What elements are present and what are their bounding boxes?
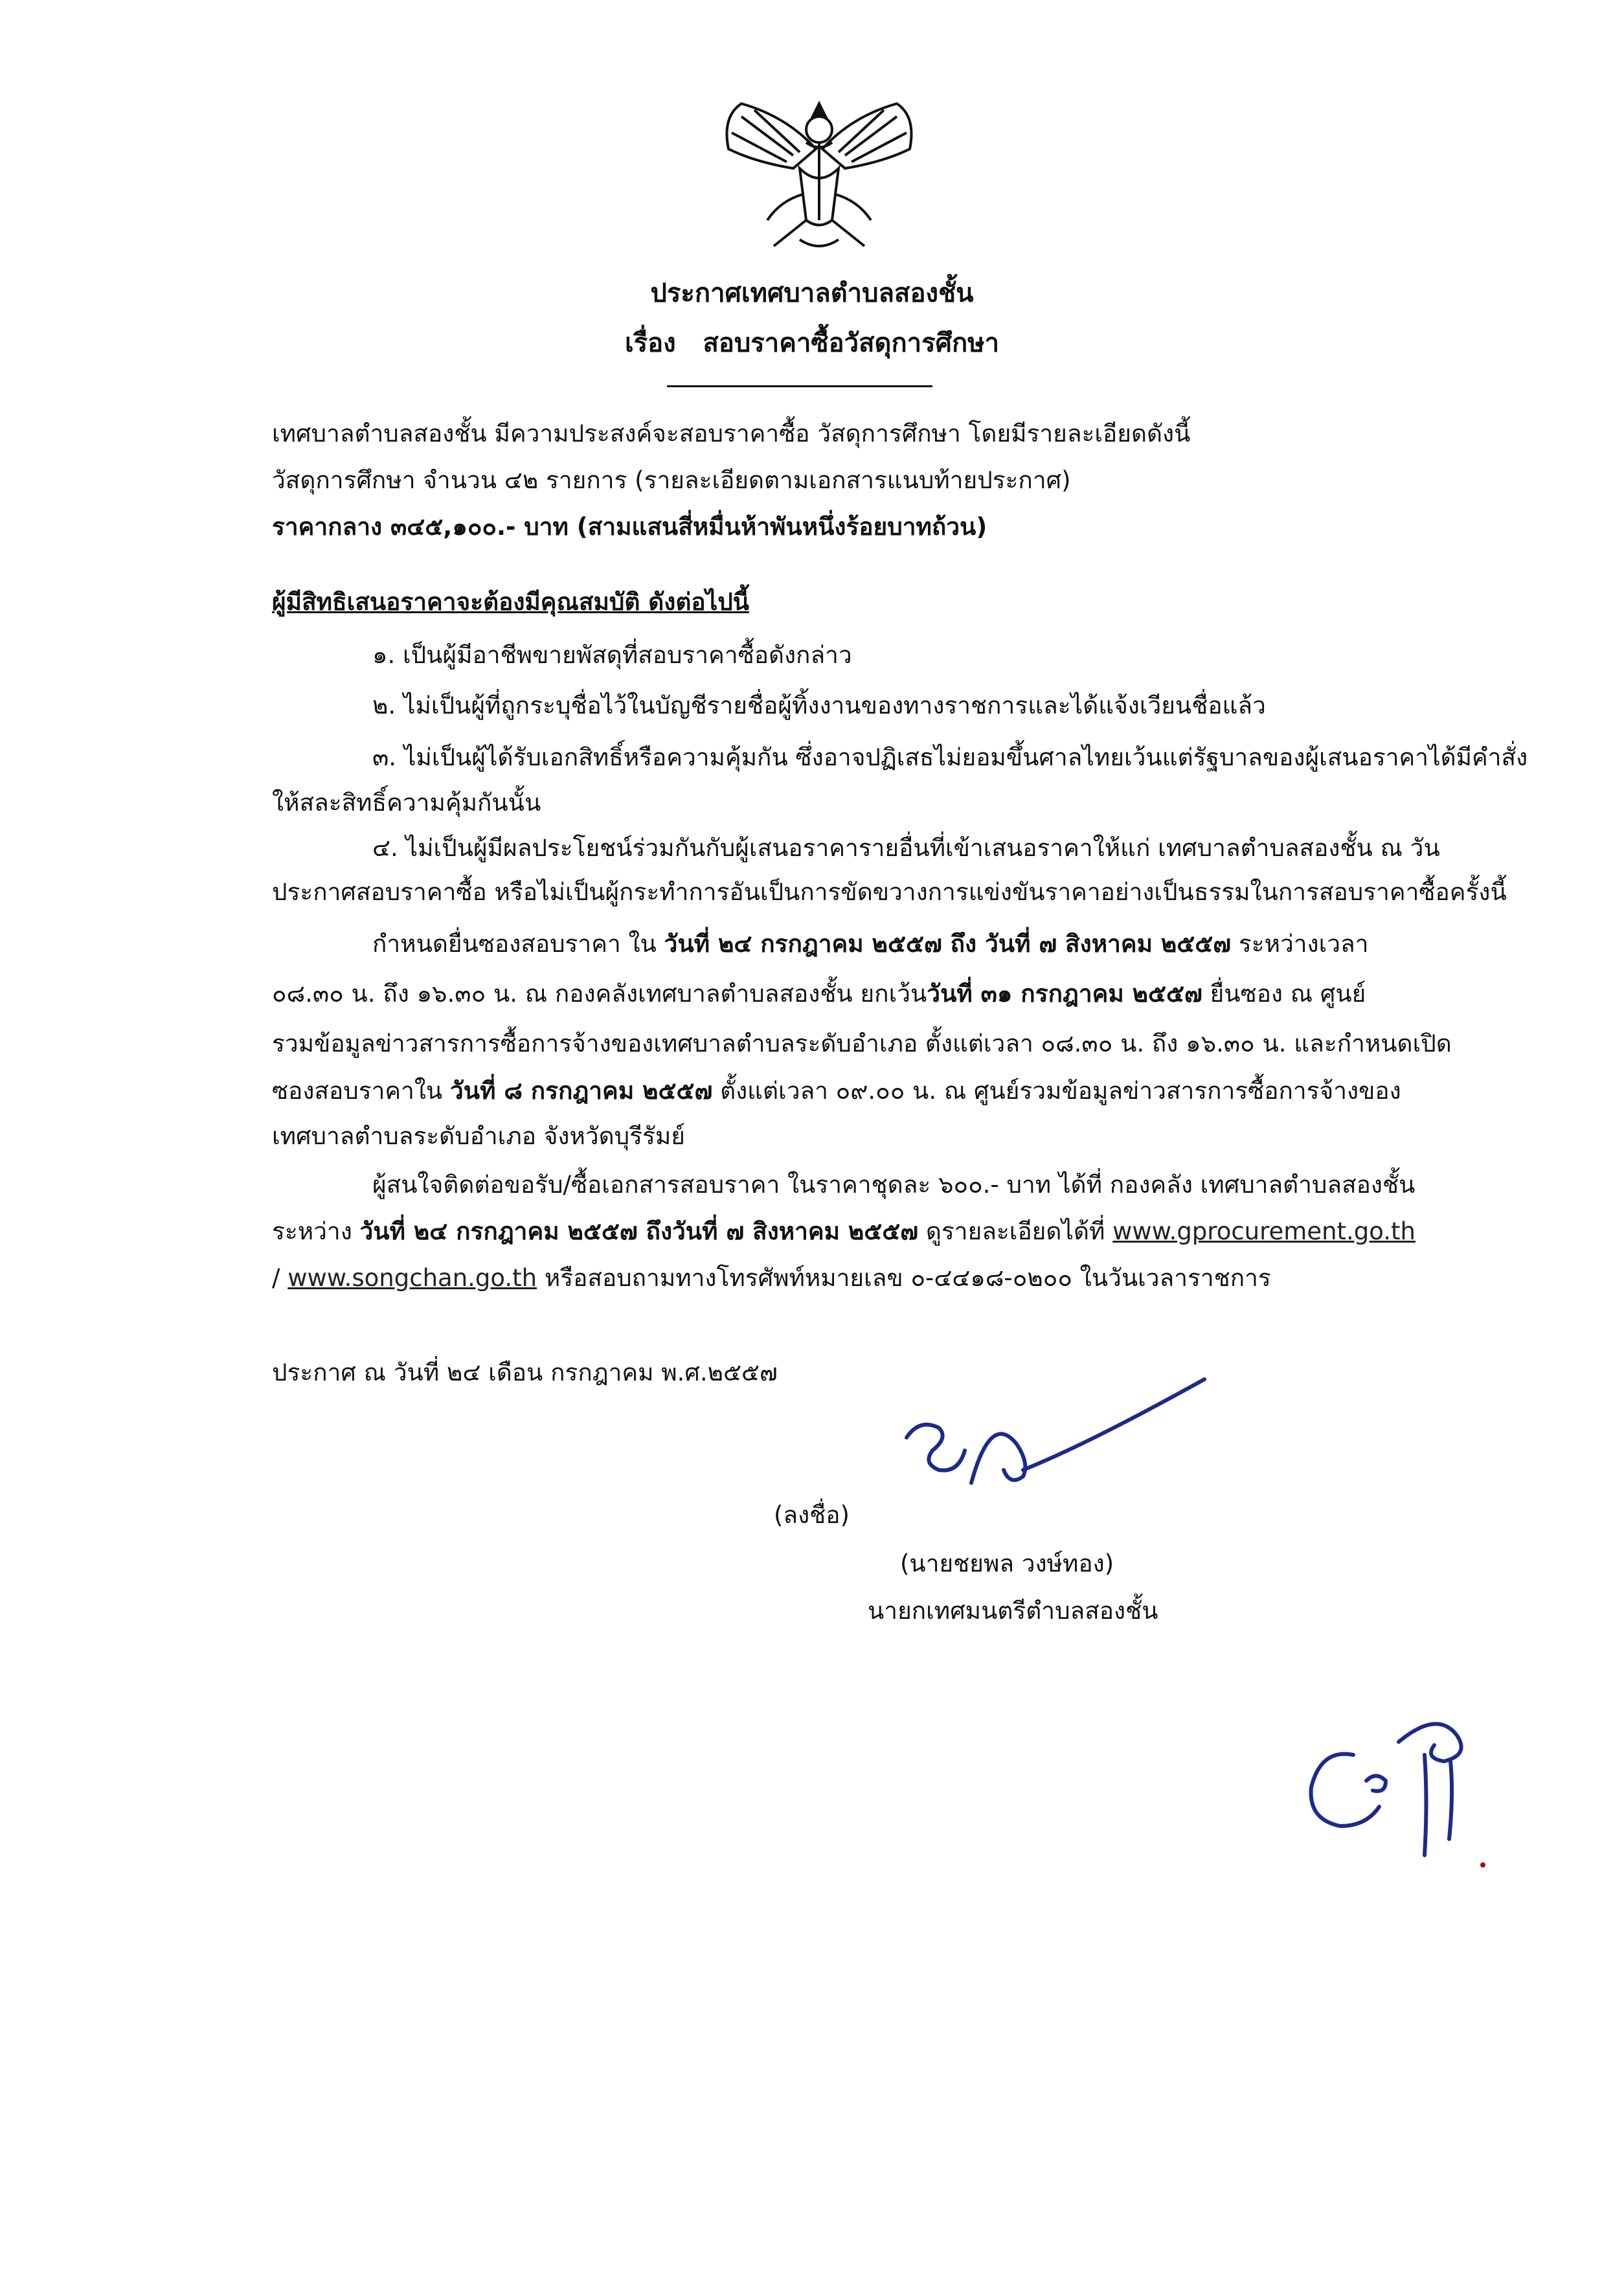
schedule-line-1 bbox=[372, 925, 1603, 963]
signature-label: (ลงชื่อ) bbox=[774, 1501, 850, 1529]
contact-dates: วันที่ ๒๔ กรกฎาคม ๒๕๕๗ ถึงวันที่ ๗ สิงหาคม ๒๕๕๗ bbox=[359, 1217, 919, 1245]
schedule-line-5: เทศบาลตำบลระดับอำเภอ จังหวัดบุรีรัมย์ bbox=[272, 1122, 685, 1150]
schedule-line-3: รวมข้อมูลข่าวสารการซื้อการจ้างของเทศบาลตำบลระดับอำเภอ ตั้งแต่เวลา ๐๘.๓๐ น. ถึง ๑๖.๓๐ น. และกำหนดเปิด bbox=[272, 1030, 1452, 1057]
mayor-position: นายกเทศมนตรีตำบลสองชั้น bbox=[868, 1597, 1158, 1625]
gprocurement-link[interactable]: www.gprocurement.go.th bbox=[1112, 1217, 1416, 1245]
qualification-1: ๑. เป็นผู้มีอาชีพขายพัสดุที่สอบราคาซื้อดังกล่าว bbox=[372, 641, 852, 669]
songchan-link[interactable]: www.songchan.go.th bbox=[288, 1264, 537, 1292]
contact-text: ระหว่าง bbox=[272, 1217, 360, 1245]
mayor-signature-icon bbox=[894, 1366, 1230, 1522]
schedule-text: ระหว่างเวลา bbox=[1231, 930, 1369, 958]
contact-line-3 bbox=[272, 1259, 1502, 1297]
qualification-4a: ๔. ไม่เป็นผู้มีผลประโยชน์ร่วมกันกับผู้เสนอราคารายอื่นที่เข้าเสนอราคาให้แก่ เทศบาลตำบลสองชั้น ณ วัน bbox=[372, 834, 1440, 862]
qualification-3b: ให้สละสิทธิ์ความคุ้มกันนั้น bbox=[272, 789, 541, 817]
subject-text: สอบราคาซื้อวัสดุการศึกษา bbox=[703, 328, 1000, 358]
schedule-text: ๐๘.๓๐ น. ถึง ๑๖.๓๐ น. ณ กองคลังเทศบาลตำบลสองชั้น ยกเว้น bbox=[272, 980, 927, 1008]
contact-text: ดูรายละเอียดได้ที่ bbox=[918, 1217, 1113, 1245]
schedule-line-2 bbox=[272, 975, 1502, 1013]
mayor-name: (นายชยพล วงษ์ทอง) bbox=[900, 1550, 1114, 1577]
schedule-text: กำหนดยื่นซองสอบราคา ใน bbox=[372, 930, 664, 958]
contact-text: / bbox=[272, 1264, 288, 1292]
intro-line-2: วัสดุการศึกษา จำนวน ๔๒ รายการ (รายละเอียดตามเอกสารแนบท้ายประกาศ) bbox=[272, 466, 1071, 494]
median-price-line: ราคากลาง ๓๔๕,๑๐๐.- บาท (สามแสนสี่หมื่นห้าพันหนึ่งร้อยบาทถ้วน) bbox=[272, 513, 987, 541]
schedule-dates: วันที่ ๒๔ กรกฎาคม ๒๕๕๗ ถึง วันที่ ๗ สิงหาคม ๒๕๕๗ bbox=[664, 930, 1232, 958]
qualifications-heading: ผู้มีสิทธิเสนอราคาจะต้องมีคุณสมบัติ ดังต่อไปนี้ bbox=[272, 588, 749, 616]
announcement-subject bbox=[0, 322, 1624, 363]
intro-line-1: เทศบาลตำบลสองชั้น มีความประสงค์จะสอบราคาซื้อ วัสดุการศึกษา โดยมีรายละเอียดดังนี้ bbox=[272, 420, 1191, 447]
qualification-3a: ๓. ไม่เป็นผู้ได้รับเอกสิทธิ์หรือความคุ้มกัน ซึ่งอาจปฏิเสธไม่ยอมขึ้นศาลไทยเว้นแต่รัฐบาลของผู้เสนอราคาได้มีคำสั่ง bbox=[372, 743, 1528, 771]
subject-label: เรื่อง bbox=[624, 328, 676, 358]
announcement-date: ประกาศ ณ วันที่ ๒๔ เดือน กรกฎาคม พ.ศ.๒๕๕๗ bbox=[272, 1359, 778, 1386]
schedule-text: ตั้งแต่เวลา ๐๙.๐๐ น. ณ ศูนย์รวมข้อมูลข่าวสารการซื้อการจ้างของ bbox=[712, 1077, 1401, 1105]
qualification-4b: ประกาศสอบราคาซื้อ หรือไม่เป็นผู้กระทำการอันเป็นการขัดขวางการแข่งขันราคาอย่างเป็นธรรมในการสอบราคาซื้อครั้งนี้ bbox=[272, 878, 1507, 906]
qualification-2: ๒. ไม่เป็นผู้ที่ถูกระบุชื่อไว้ในบัญชีรายชื่อผู้ทิ้งงานของทางราชการและได้แจ้งเวียนชื่อแล้ว bbox=[372, 692, 1266, 719]
contact-text: หรือสอบถามทางโทรศัพท์หมายเลข ๐-๔๔๑๘-๐๒๐๐ ในวันเวลาราชการ bbox=[537, 1264, 1271, 1292]
opening-date: วันที่ ๘ กรกฎาคม ๒๕๕๗ bbox=[450, 1077, 713, 1105]
title-divider bbox=[667, 385, 932, 387]
schedule-exception-date: วันที่ ๓๑ กรกฎาคม ๒๕๕๗ bbox=[927, 980, 1202, 1008]
schedule-text: ซองสอบราคาใน bbox=[272, 1077, 450, 1105]
schedule-line-4 bbox=[272, 1072, 1502, 1110]
garuda-emblem-icon bbox=[703, 91, 936, 259]
schedule-text: ยื่นซอง ณ ศูนย์ bbox=[1202, 980, 1366, 1008]
contact-line-1: ผู้สนใจติดต่อขอรับ/ซื้อเอกสารสอบราคา ในราคาชุดละ ๖๐๐.- บาท ได้ที่ กองคลัง เทศบาลตำบลสองชั้น bbox=[372, 1171, 1415, 1199]
initials-signature-icon bbox=[1295, 1710, 1528, 1878]
contact-line-2 bbox=[272, 1212, 1502, 1250]
announcement-title: ประกาศเทศบาลตำบลสองชั้น bbox=[650, 278, 974, 308]
